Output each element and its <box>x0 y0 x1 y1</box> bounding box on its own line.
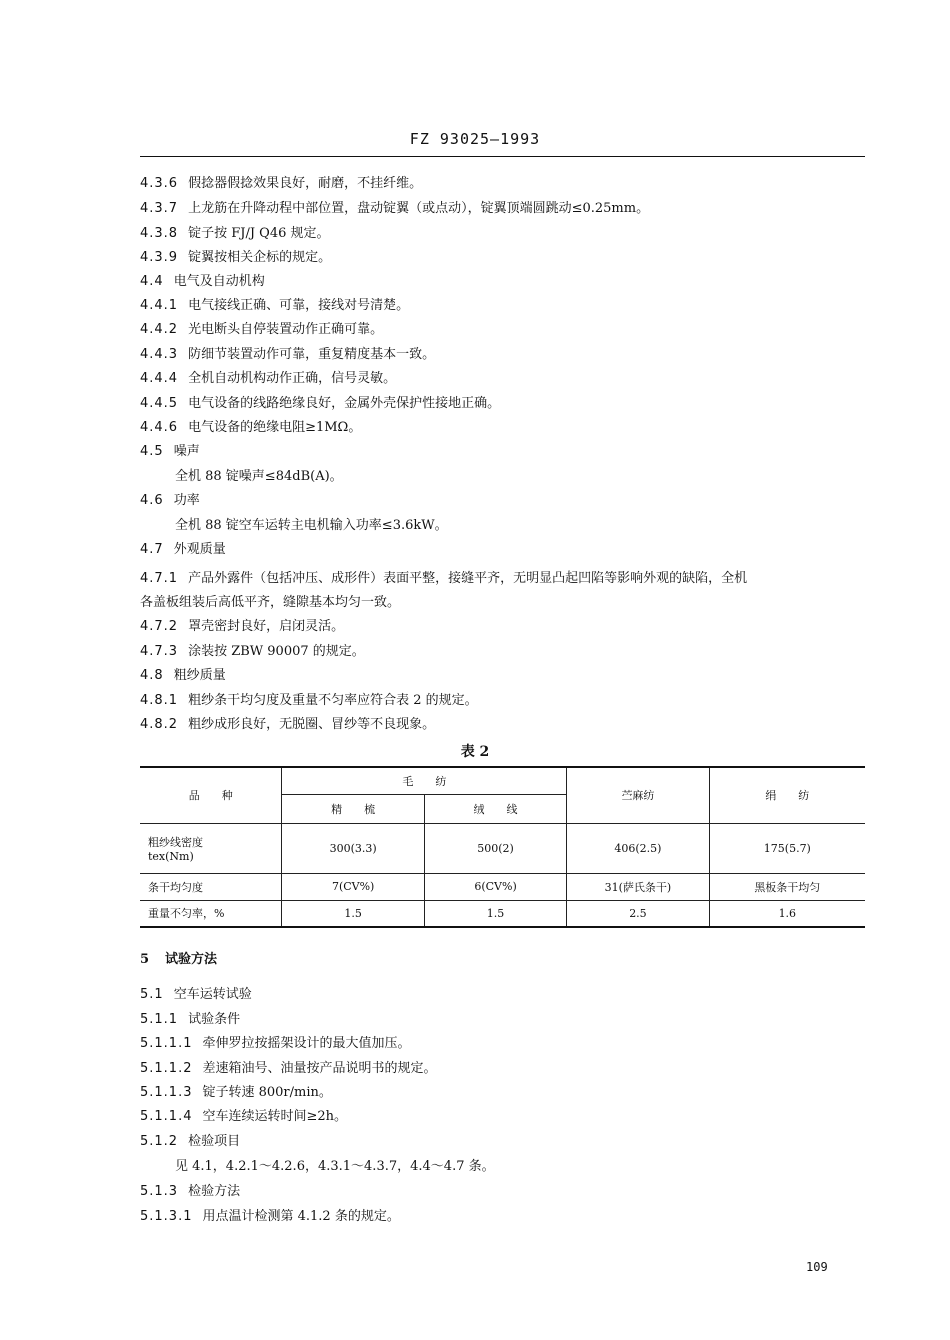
section-heading: 4.8 粗纱质量 <box>140 668 226 683</box>
table-caption: 表 2 <box>460 744 490 760</box>
section-heading: 4.7 外观质量 <box>140 542 226 557</box>
page-number: 109 <box>806 1260 828 1274</box>
table-header-worsted: 精 梳 <box>282 794 424 823</box>
check-items-text: 见 4.1，4.2.1～4.2.6，4.3.1～4.3.7，4.4～4.7 条。 <box>175 1159 495 1174</box>
clause-line: 5.1.1.3 锭子转速 800r/min。 <box>140 1085 332 1100</box>
noise-text: 全机 88 锭噪声≤84dB(A)。 <box>175 469 343 484</box>
table-cell: 黑板条干均匀 <box>709 873 865 900</box>
chapter-heading: 5 试验方法 <box>140 952 218 967</box>
clause-line: 4.3.8 锭子按 FJ/J Q46 规定。 <box>140 226 330 241</box>
clause-line: 4.8.2 粗纱成形良好，无脱圈、冒纱等不良现象。 <box>140 717 436 732</box>
section-heading: 5.1.1 试验条件 <box>140 1012 241 1027</box>
section-heading: 5.1.3 检验方法 <box>140 1184 241 1199</box>
clause-line: 4.4.3 防细节装置动作可靠，重复精度基本一致。 <box>140 347 436 362</box>
table-cell: 7(CV%) <box>282 873 424 900</box>
table-cell: 2.5 <box>567 900 709 927</box>
table-cell: 300(3.3) <box>282 823 424 873</box>
table-row-label: 粗纱线密度 tex(Nm) <box>140 823 282 873</box>
clause-line: 5.1.1.2 差速箱油号、油量按产品说明书的规定。 <box>140 1061 437 1076</box>
standard-number: FZ 93025—1993 <box>409 130 541 148</box>
table-row-label: 重量不匀率，% <box>140 900 282 927</box>
header-rule <box>140 156 865 157</box>
clause-line: 4.3.9 锭翼按相关企标的规定。 <box>140 250 332 265</box>
clause-line: 4.3.6 假捻器假捻效果良好，耐磨，不挂纤维。 <box>140 176 423 191</box>
table-cell: 1.5 <box>424 900 566 927</box>
table-cell: 500(2) <box>424 823 566 873</box>
clause-line: 4.7.2 罩壳密封良好，启闭灵活。 <box>140 619 345 634</box>
clause-line: 4.4.2 光电断头自停装置动作正确可靠。 <box>140 322 384 337</box>
clause-line: 5.1.1.1 牵伸罗拉按摇架设计的最大值加压。 <box>140 1036 411 1051</box>
table-cell: 31(萨氏条干) <box>567 873 709 900</box>
section-heading: 5.1.2 检验项目 <box>140 1134 241 1149</box>
clause-line: 4.8.1 粗纱条干均匀度及重量不匀率应符合表 2 的规定。 <box>140 693 478 708</box>
table-cell: 1.5 <box>282 900 424 927</box>
table-header-wool: 毛 纺 <box>282 767 567 794</box>
clause-line: 4.7.3 涂装按 ZBW 90007 的规定。 <box>140 644 365 659</box>
clause-line: 4.4.5 电气设备的线路绝缘良好，金属外壳保护性接地正确。 <box>140 396 501 411</box>
table-row <box>140 873 865 900</box>
table-cell: 1.6 <box>709 900 865 927</box>
section-heading: 4.5 噪声 <box>140 444 200 459</box>
table-cell: 175(5.7) <box>709 823 865 873</box>
table-row-label: 条干均匀度 <box>140 873 282 900</box>
section-heading: 4.6 功率 <box>140 493 200 508</box>
table-header-silk: 绢 纺 <box>709 767 865 823</box>
section-heading: 5.1 空车运转试验 <box>140 987 252 1002</box>
table-header-ramie: 苎麻纺 <box>567 767 709 823</box>
roving-quality-table <box>140 766 865 928</box>
power-text: 全机 88 锭空车运转主电机输入功率≤3.6kW。 <box>175 518 448 533</box>
table-cell: 406(2.5) <box>567 823 709 873</box>
clause-line: 4.3.7 上龙筋在升降动程中部位置，盘动锭翼（或点动），锭翼顶端圆跳动≤0.25mm。 <box>140 201 650 216</box>
clause-line: 4.7.1 产品外露件（包括冲压、成形件）表面平整，接缝平齐，无明显凸起凹陷等影响外观的缺陷，全机 <box>140 571 748 586</box>
table-header-woolen: 绒 线 <box>424 794 566 823</box>
clause-continuation: 各盖板组装后高低平齐，缝隙基本均匀一致。 <box>140 595 401 610</box>
clause-line: 4.4.4 全机自动机构动作正确，信号灵敏。 <box>140 371 397 386</box>
table-cell: 6(CV%) <box>424 873 566 900</box>
clause-line: 4.4.1 电气接线正确、可靠，接线对号清楚。 <box>140 298 410 313</box>
clause-line: 5.1.1.4 空车连续运转时间≥2h。 <box>140 1109 348 1124</box>
clause-line: 4.4.6 电气设备的绝缘电阻≥1MΩ。 <box>140 420 362 435</box>
table-header-variety: 品 种 <box>140 767 282 823</box>
table-row <box>140 823 865 873</box>
section-heading: 4.4 电气及自动机构 <box>140 274 265 289</box>
clause-line: 5.1.3.1 用点温计检测第 4.1.2 条的规定。 <box>140 1209 400 1224</box>
table-row <box>140 900 865 927</box>
